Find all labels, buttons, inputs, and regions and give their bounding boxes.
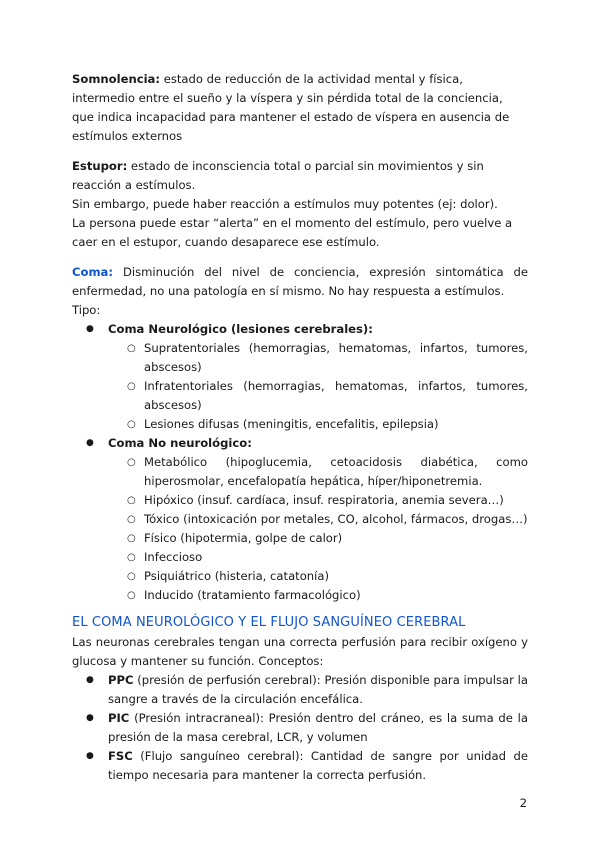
concept-term: PPC (108, 673, 134, 687)
estupor-paragraph (72, 157, 528, 195)
list-item: ○ Infeccioso (72, 548, 528, 567)
list-item: ○ Inducido (tratamiento farmacológico) (72, 586, 528, 605)
list-item: ○ Infratentoriales (hemorragias, hematomas, infartos, tumores, abscesos) (72, 377, 528, 415)
list-item: ○ Metabólico (hipoglucemia, cetoacidosis diabética, como hiperosmolar, encefalopatía hepática, híper/hiponetremia. (72, 453, 528, 491)
estupor-line-3: La persona puede estar “alerta” en el momento del estímulo, pero vuelve a caer en el estupor, cuando desaparece ese estímulo. (72, 216, 513, 249)
coma-term: Coma: (72, 265, 114, 279)
coma-neurologico-label: Coma Neurológico (lesiones cerebrales): (108, 322, 373, 336)
coma-definition: Disminución del nivel de conciencia, expresión sintomática de enfermedad, no una patología en sí mismo. No hay respuesta a estímulos. (72, 265, 528, 298)
somnolencia-definition: estado de reducción de la actividad mental y física, intermedio entre el sueño y la víspera y sin pérdida total de la conciencia, que indica incapacidad para mantener el estado de víspera en ausencia de estímulos externos (72, 72, 510, 143)
list-item: ○ Tóxico (intoxicación por metales, CO, alcohol, fármacos, drogas…) (72, 510, 528, 529)
coma-no-neurologico-label: Coma No neurológico: (108, 436, 252, 450)
somnolencia-term: Somnolencia: (72, 72, 161, 86)
page-number: 2 (519, 796, 527, 810)
document-page (72, 70, 528, 785)
coma-types-list (72, 320, 528, 605)
list-item-coma-neurologico (72, 320, 528, 339)
estupor-line-2: Sin embargo, puede haber reacción a estímulos muy potentes (ej: dolor). (72, 197, 498, 211)
concept-text: (presión de perfusión cerebral): Presión disponible para impulsar la sangre a través de la circulación encefálica. (108, 673, 528, 706)
list-item: ○ Psiquiátrico (histeria, catatonía) (72, 567, 528, 586)
list-item-pic (72, 709, 528, 747)
somnolencia-paragraph (72, 70, 528, 146)
coma-paragraph (72, 263, 528, 301)
concepts-list (72, 671, 528, 785)
concept-text: (Presión intracraneal): Presión dentro del cráneo, es la suma de la presión de la masa cerebral, LCR, y volumen (108, 711, 528, 744)
list-item: ○ Lesiones difusas (meningitis, encefalitis, epilepsia) (72, 415, 528, 434)
section-intro: Las neuronas cerebrales tengan una correcta perfusión para recibir oxígeno y glucosa y mantener su función. Conceptos: (72, 635, 528, 668)
list-item-ppc (72, 671, 528, 709)
section-heading: EL COMA NEUROLÓGICO Y EL FLUJO SANGUÍNEO CEREBRAL (72, 615, 466, 630)
list-item: ○ Hipóxico (insuf. cardíaca, insuf. respiratoria, anemia severa…) (72, 491, 528, 510)
concept-term: FSC (108, 749, 133, 763)
list-item: ○ Supratentoriales (hemorragias, hematomas, infartos, tumores, abscesos) (72, 339, 528, 377)
estupor-term: Estupor: (72, 159, 128, 173)
list-item-coma-no-neurologico (72, 434, 528, 453)
concept-text: (Flujo sanguíneo cerebral): Cantidad de sangre por unidad de tiempo necesaria para mantener la correcta perfusión. (108, 749, 528, 782)
estupor-definition: estado de inconsciencia total o parcial sin movimientos y sin reacción a estímulos. (72, 159, 484, 192)
list-item: ○ Físico (hipotermia, golpe de calor) (72, 529, 528, 548)
coma-tipo-label: Tipo: (72, 303, 101, 317)
list-item-fsc (72, 747, 528, 785)
concept-term: PIC (108, 711, 130, 725)
